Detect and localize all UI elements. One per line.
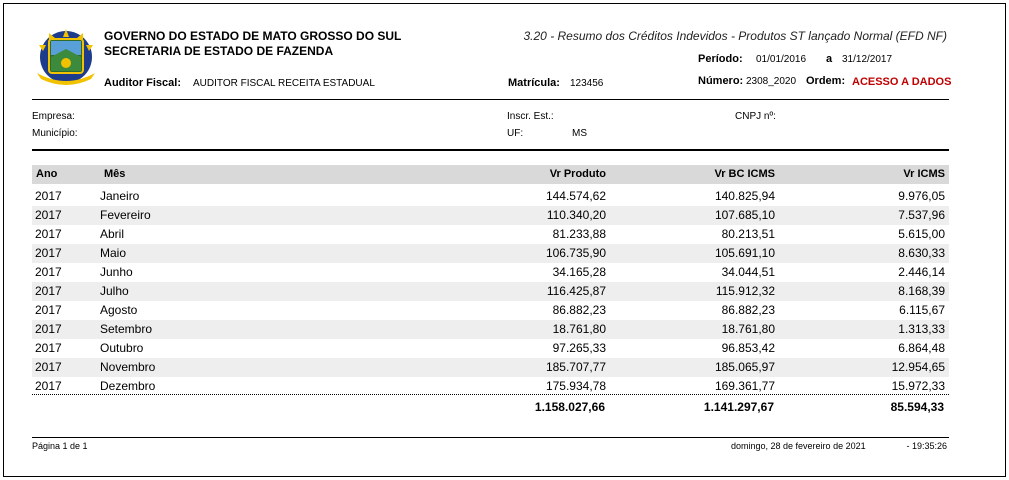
cell-vr-produto: 110.340,20 [546,208,606,222]
cell-vr-produto: 81.233,88 [552,227,606,241]
cell-mes: Junho [100,265,133,279]
cell-vr-icms: 6.115,67 [899,303,945,317]
cell-ano: 2017 [35,341,62,355]
auditor-value: AUDITOR FISCAL RECEITA ESTADUAL [193,78,375,89]
cell-vr-bc-icms: 107.685,10 [714,208,775,222]
cell-vr-bc-icms: 140.825,94 [714,189,775,203]
report-title: 3.20 - Resumo dos Créditos Indevidos - Produtos ST lançado Normal (EFD NF) [523,29,947,43]
cell-vr-produto: 106.735,90 [545,246,606,260]
cell-vr-icms: 9.976,05 [898,189,945,203]
cell-ano: 2017 [35,265,62,279]
matricula-label: Matrícula: [508,77,560,89]
cell-ano: 2017 [35,303,62,317]
print-time: - 19:35:26 [906,441,947,451]
secretariat-name: SECRETARIA DE ESTADO DE FAZENDA [104,44,334,58]
footer-divider [32,437,949,438]
cell-vr-bc-icms: 96.853,42 [721,341,775,355]
state-coat-of-arms-logo [31,27,101,85]
total-vr-bc-icms: 1.141.297,67 [703,400,774,414]
cell-vr-icms: 5.615,00 [898,227,945,241]
cell-ano: 2017 [35,246,62,260]
cell-vr-bc-icms: 105.691,10 [714,246,775,260]
cell-mes: Novembro [100,360,156,374]
cell-ano: 2017 [35,360,62,374]
cell-vr-icms: 8.168,39 [898,284,945,298]
auditor-label: Auditor Fiscal: [104,77,182,89]
cell-vr-icms: 6.864,48 [898,341,945,355]
col-vr-produto: Vr Produto [549,168,606,180]
cell-mes: Agosto [100,303,138,317]
cell-ano: 2017 [35,322,62,336]
cell-mes: Abril [100,227,125,241]
table-row [32,187,949,206]
cell-vr-bc-icms: 34.044,51 [721,265,775,279]
col-mes: Mês [104,168,126,180]
cell-vr-bc-icms: 169.361,77 [714,379,775,393]
cell-ano: 2017 [35,208,62,222]
periodo-end: 31/12/2017 [842,54,893,65]
cell-vr-produto: 144.574,62 [545,189,606,203]
cell-vr-produto: 185.707,77 [545,360,606,374]
cell-vr-produto: 34.165,28 [552,265,606,279]
total-vr-produto: 1.158.027,66 [534,400,605,414]
periodo-separator: a [826,53,833,65]
table-row [32,282,949,301]
totals-divider [32,394,949,395]
col-vr-bc-icms: Vr BC ICMS [714,168,775,180]
cell-vr-icms: 15.972,33 [891,379,945,393]
cnpj-label: CNPJ nº: [735,111,776,122]
cell-mes: Outubro [100,341,144,355]
cell-vr-produto: 86.882,23 [552,303,606,317]
table-row [32,320,949,339]
table-row [32,244,949,263]
page-number: Página 1 de 1 [32,441,88,451]
numero-label: Número: [698,75,744,87]
ordem-value: ACESSO A DADOS [852,76,952,88]
cell-mes: Setembro [100,322,153,336]
cell-vr-produto: 97.265,33 [552,341,606,355]
cell-vr-produto: 18.761,80 [552,322,606,336]
table-row [32,339,949,358]
cell-vr-icms: 1.313,33 [898,322,945,336]
col-vr-icms: Vr ICMS [903,168,945,180]
municipio-label: Município: [32,128,78,139]
cell-vr-bc-icms: 18.761,80 [721,322,775,336]
cell-vr-bc-icms: 115.912,32 [715,284,775,298]
ordem-label: Ordem: [806,75,846,87]
table-row [32,206,949,225]
cell-ano: 2017 [35,227,62,241]
cell-vr-produto: 116.425,87 [546,284,606,298]
cell-vr-produto: 175.934,78 [545,379,606,393]
table-header [32,165,949,184]
cell-mes: Dezembro [100,379,156,393]
cell-vr-bc-icms: 86.882,23 [721,303,775,317]
print-date: domingo, 28 de fevereiro de 2021 [731,441,866,451]
inscr-label: Inscr. Est.: [507,111,554,122]
cell-mes: Janeiro [100,189,140,203]
uf-label: UF: [507,128,524,139]
company-divider [32,149,949,151]
cell-mes: Maio [100,246,127,260]
table-row [32,225,949,244]
table-row [32,301,949,320]
periodo-label: Período: [698,53,743,65]
header-divider [32,99,949,100]
uf-value: MS [572,128,587,139]
cell-vr-icms: 8.630,33 [898,246,945,260]
cell-vr-icms: 2.446,14 [898,265,945,279]
col-ano: Ano [36,168,58,180]
cell-vr-icms: 12.954,65 [891,360,945,374]
cell-ano: 2017 [35,284,62,298]
cell-mes: Julho [100,284,129,298]
cell-vr-bc-icms: 185.065,97 [714,360,775,374]
cell-mes: Fevereiro [100,208,151,222]
matricula-value: 123456 [570,78,604,89]
cell-vr-icms: 7.537,96 [898,208,945,222]
total-vr-icms: 85.594,33 [890,400,944,414]
periodo-start: 01/01/2016 [756,54,807,65]
table-row [32,358,949,377]
government-name: GOVERNO DO ESTADO DE MATO GROSSO DO SUL [104,29,402,43]
cell-ano: 2017 [35,379,62,393]
empresa-label: Empresa: [32,111,75,122]
numero-value: 2308_2020 [746,76,797,87]
cell-vr-bc-icms: 80.213,51 [721,227,775,241]
cell-ano: 2017 [35,189,62,203]
table-row [32,263,949,282]
